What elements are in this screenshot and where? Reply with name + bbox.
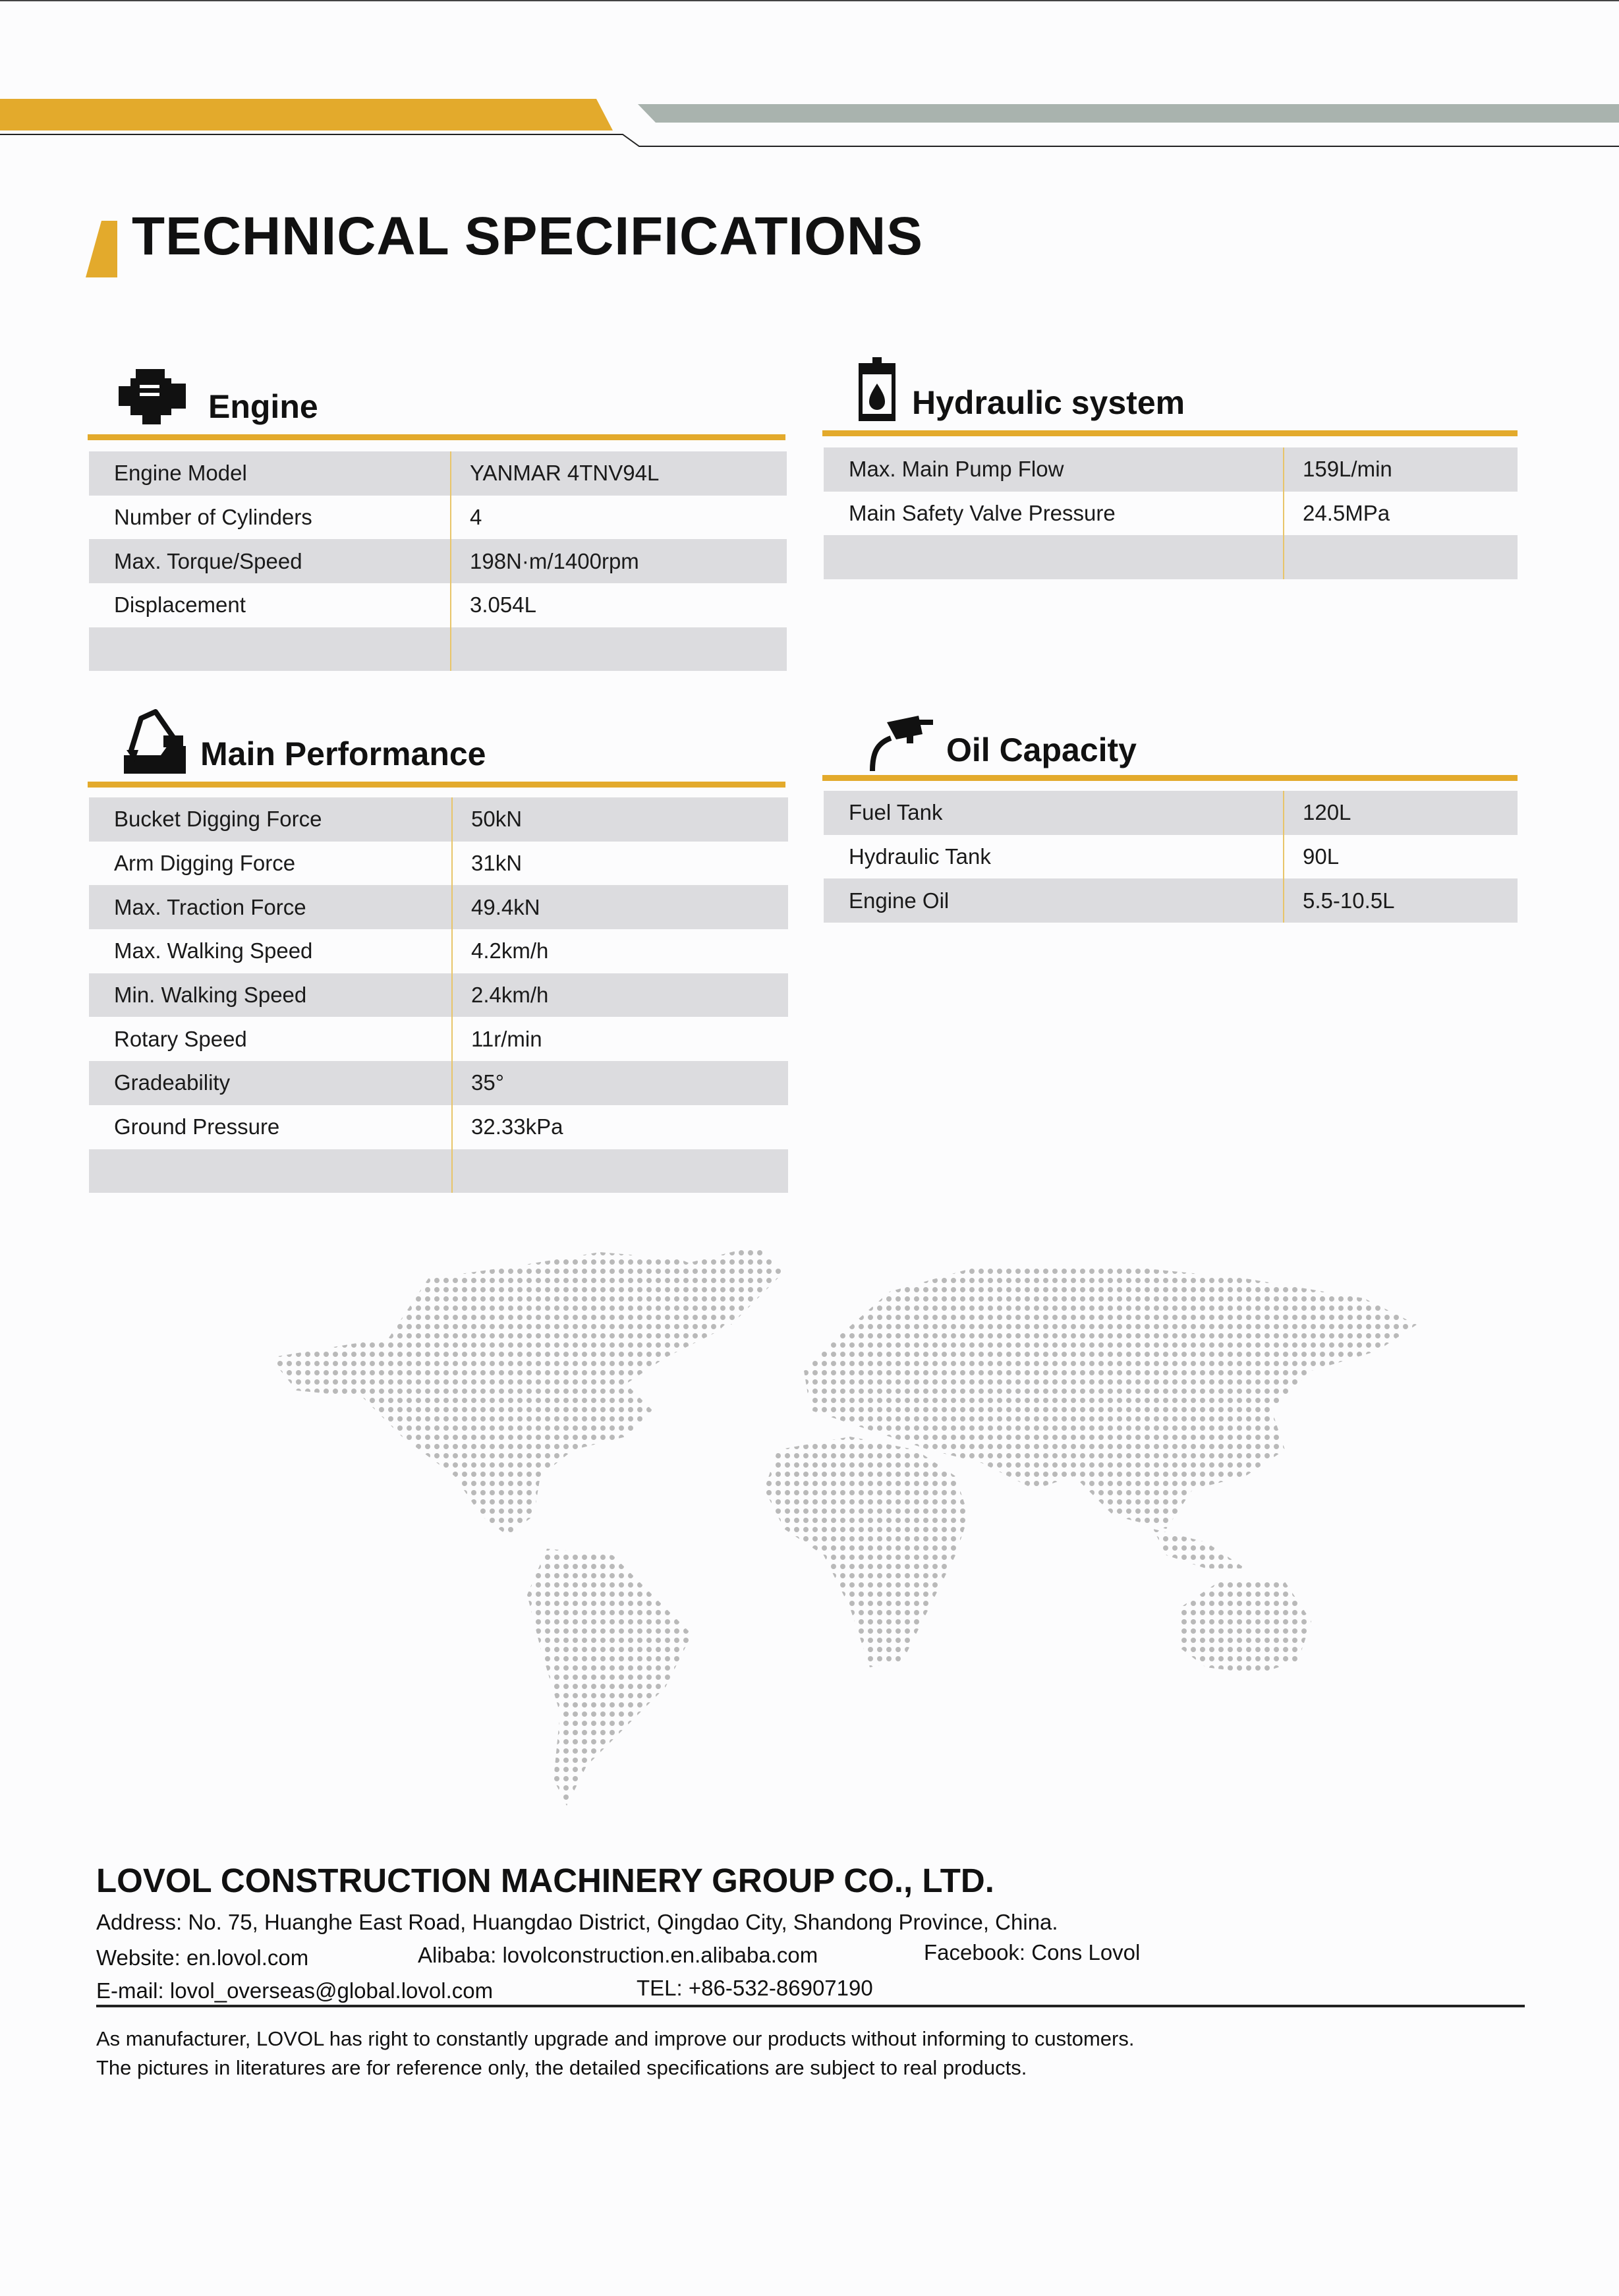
table-row: [824, 492, 1518, 536]
spec-label: Engine Oil: [824, 878, 1284, 923]
spec-value: 4.2km/h: [452, 929, 788, 973]
hydraulic-heading: Hydraulic system: [912, 384, 1185, 421]
table-row: [89, 842, 788, 886]
spec-label: Max. Torque/Speed: [89, 539, 451, 583]
website-label: Website:: [96, 1945, 181, 1970]
performance-table: [89, 797, 788, 1193]
hydraulic-oil-icon: [858, 356, 896, 422]
facebook-label: Facebook:: [924, 1940, 1026, 1965]
world-dot-map: [257, 1239, 1430, 1832]
email-line: [96, 1980, 493, 2001]
address-text: No. 75, Huanghe East Road, Huangdao District, Qingdao City, Shandong Province, China.: [188, 1910, 1058, 1934]
spec-value: 90L: [1284, 835, 1518, 879]
excavator-icon: [121, 709, 188, 776]
alibaba-label: Alibaba:: [418, 1943, 497, 1967]
spec-label: Rotary Speed: [89, 1017, 452, 1061]
spec-label: [824, 535, 1284, 579]
footer-divider: [96, 2005, 1525, 2007]
spec-label: Displacement: [89, 583, 451, 627]
spec-label: Max. Main Pump Flow: [824, 447, 1284, 492]
address-line: [96, 1911, 1058, 1933]
table-row: [824, 791, 1518, 835]
spec-value: 35°: [452, 1061, 788, 1105]
performance-heading: Main Performance: [200, 735, 486, 772]
tel-number: +86-532-86907190: [688, 1976, 873, 2000]
company-name: LOVOL CONSTRUCTION MACHINERY GROUP CO., LTD.: [96, 1862, 994, 1899]
spec-label: [89, 1149, 452, 1193]
spec-label: Min. Walking Speed: [89, 973, 452, 1018]
fuel-nozzle-icon: [867, 712, 936, 775]
facebook-line: [924, 1941, 1140, 1963]
spec-label: Ground Pressure: [89, 1105, 452, 1149]
disclaimer-line-1: As manufacturer, LOVOL has right to constantly upgrade and improve our products without informing to customers.: [96, 2027, 1135, 2050]
spec-value: [1284, 535, 1518, 579]
hydraulic-rule: [822, 430, 1518, 436]
spec-value: 5.5-10.5L: [1284, 878, 1518, 923]
spec-value: 32.33kPa: [452, 1105, 788, 1149]
address-label: Address:: [96, 1910, 183, 1934]
facebook-link[interactable]: Cons Lovol: [1031, 1940, 1141, 1965]
table-row: [89, 797, 788, 842]
spec-label: Number of Cylinders: [89, 496, 451, 540]
spec-label: Fuel Tank: [824, 791, 1284, 835]
spec-value: 11r/min: [452, 1017, 788, 1061]
spec-value: 31kN: [452, 842, 788, 886]
table-row: [824, 535, 1518, 579]
page-title: TECHNICAL SPECIFICATIONS: [132, 206, 923, 266]
table-row: [89, 496, 787, 540]
alibaba-line: [418, 1944, 818, 1966]
engine-heading: Engine: [208, 388, 318, 425]
spec-label: [89, 627, 451, 672]
table-row: [89, 1105, 788, 1149]
table-row: [89, 929, 788, 973]
table-row: [89, 539, 787, 583]
spec-label: Main Safety Valve Pressure: [824, 492, 1284, 536]
spec-label: Hydraulic Tank: [824, 835, 1284, 879]
performance-rule: [88, 782, 785, 788]
table-row: [824, 447, 1518, 492]
website-link[interactable]: en.lovol.com: [186, 1945, 309, 1970]
website-line: [96, 1947, 308, 1968]
table-row: [89, 583, 787, 627]
oil-rule: [822, 775, 1518, 781]
spec-value: 50kN: [452, 797, 788, 842]
title-marker: [86, 221, 117, 277]
table-row: [89, 1149, 788, 1193]
engine-rule: [88, 434, 785, 440]
spec-value: YANMAR 4TNV94L: [451, 451, 787, 496]
engine-table: [89, 451, 787, 671]
spec-value: 49.4kN: [452, 885, 788, 929]
email-link[interactable]: lovol_overseas@global.lovol.com: [169, 1978, 494, 2003]
table-row: [824, 835, 1518, 879]
table-row: [89, 451, 787, 496]
spec-value: [451, 627, 787, 672]
spec-value: 159L/min: [1284, 447, 1518, 492]
spec-label: Max. Traction Force: [89, 885, 452, 929]
email-label: E-mail:: [96, 1978, 164, 2003]
table-row: [89, 1017, 788, 1061]
table-row: [89, 973, 788, 1018]
spec-value: 120L: [1284, 791, 1518, 835]
header-band-graphic: [0, 92, 1619, 152]
spec-label: Arm Digging Force: [89, 842, 452, 886]
oil-heading: Oil Capacity: [946, 732, 1137, 768]
spec-label: Gradeability: [89, 1061, 452, 1105]
table-row: [824, 878, 1518, 923]
tel-label: TEL:: [637, 1976, 683, 2000]
spec-value: 2.4km/h: [452, 973, 788, 1018]
spec-value: 24.5MPa: [1284, 492, 1518, 536]
hydraulic-table: [824, 447, 1518, 579]
spec-label: Engine Model: [89, 451, 451, 496]
page-top-edge: [0, 0, 1619, 1]
spec-label: Bucket Digging Force: [89, 797, 452, 842]
table-row: [89, 1061, 788, 1105]
tel-line: [637, 1977, 873, 1999]
spec-value: 3.054L: [451, 583, 787, 627]
oil-table: [824, 791, 1518, 923]
alibaba-link[interactable]: lovolconstruction.en.alibaba.com: [502, 1943, 818, 1967]
spec-value: 198N·m/1400rpm: [451, 539, 787, 583]
table-row: [89, 885, 788, 929]
spec-label: Max. Walking Speed: [89, 929, 452, 973]
spec-value: 4: [451, 496, 787, 540]
table-row: [89, 627, 787, 672]
spec-value: [452, 1149, 788, 1193]
disclaimer-line-2: The pictures in literatures are for reference only, the detailed specifications are subject to real products.: [96, 2056, 1027, 2079]
engine-icon: [116, 366, 188, 427]
